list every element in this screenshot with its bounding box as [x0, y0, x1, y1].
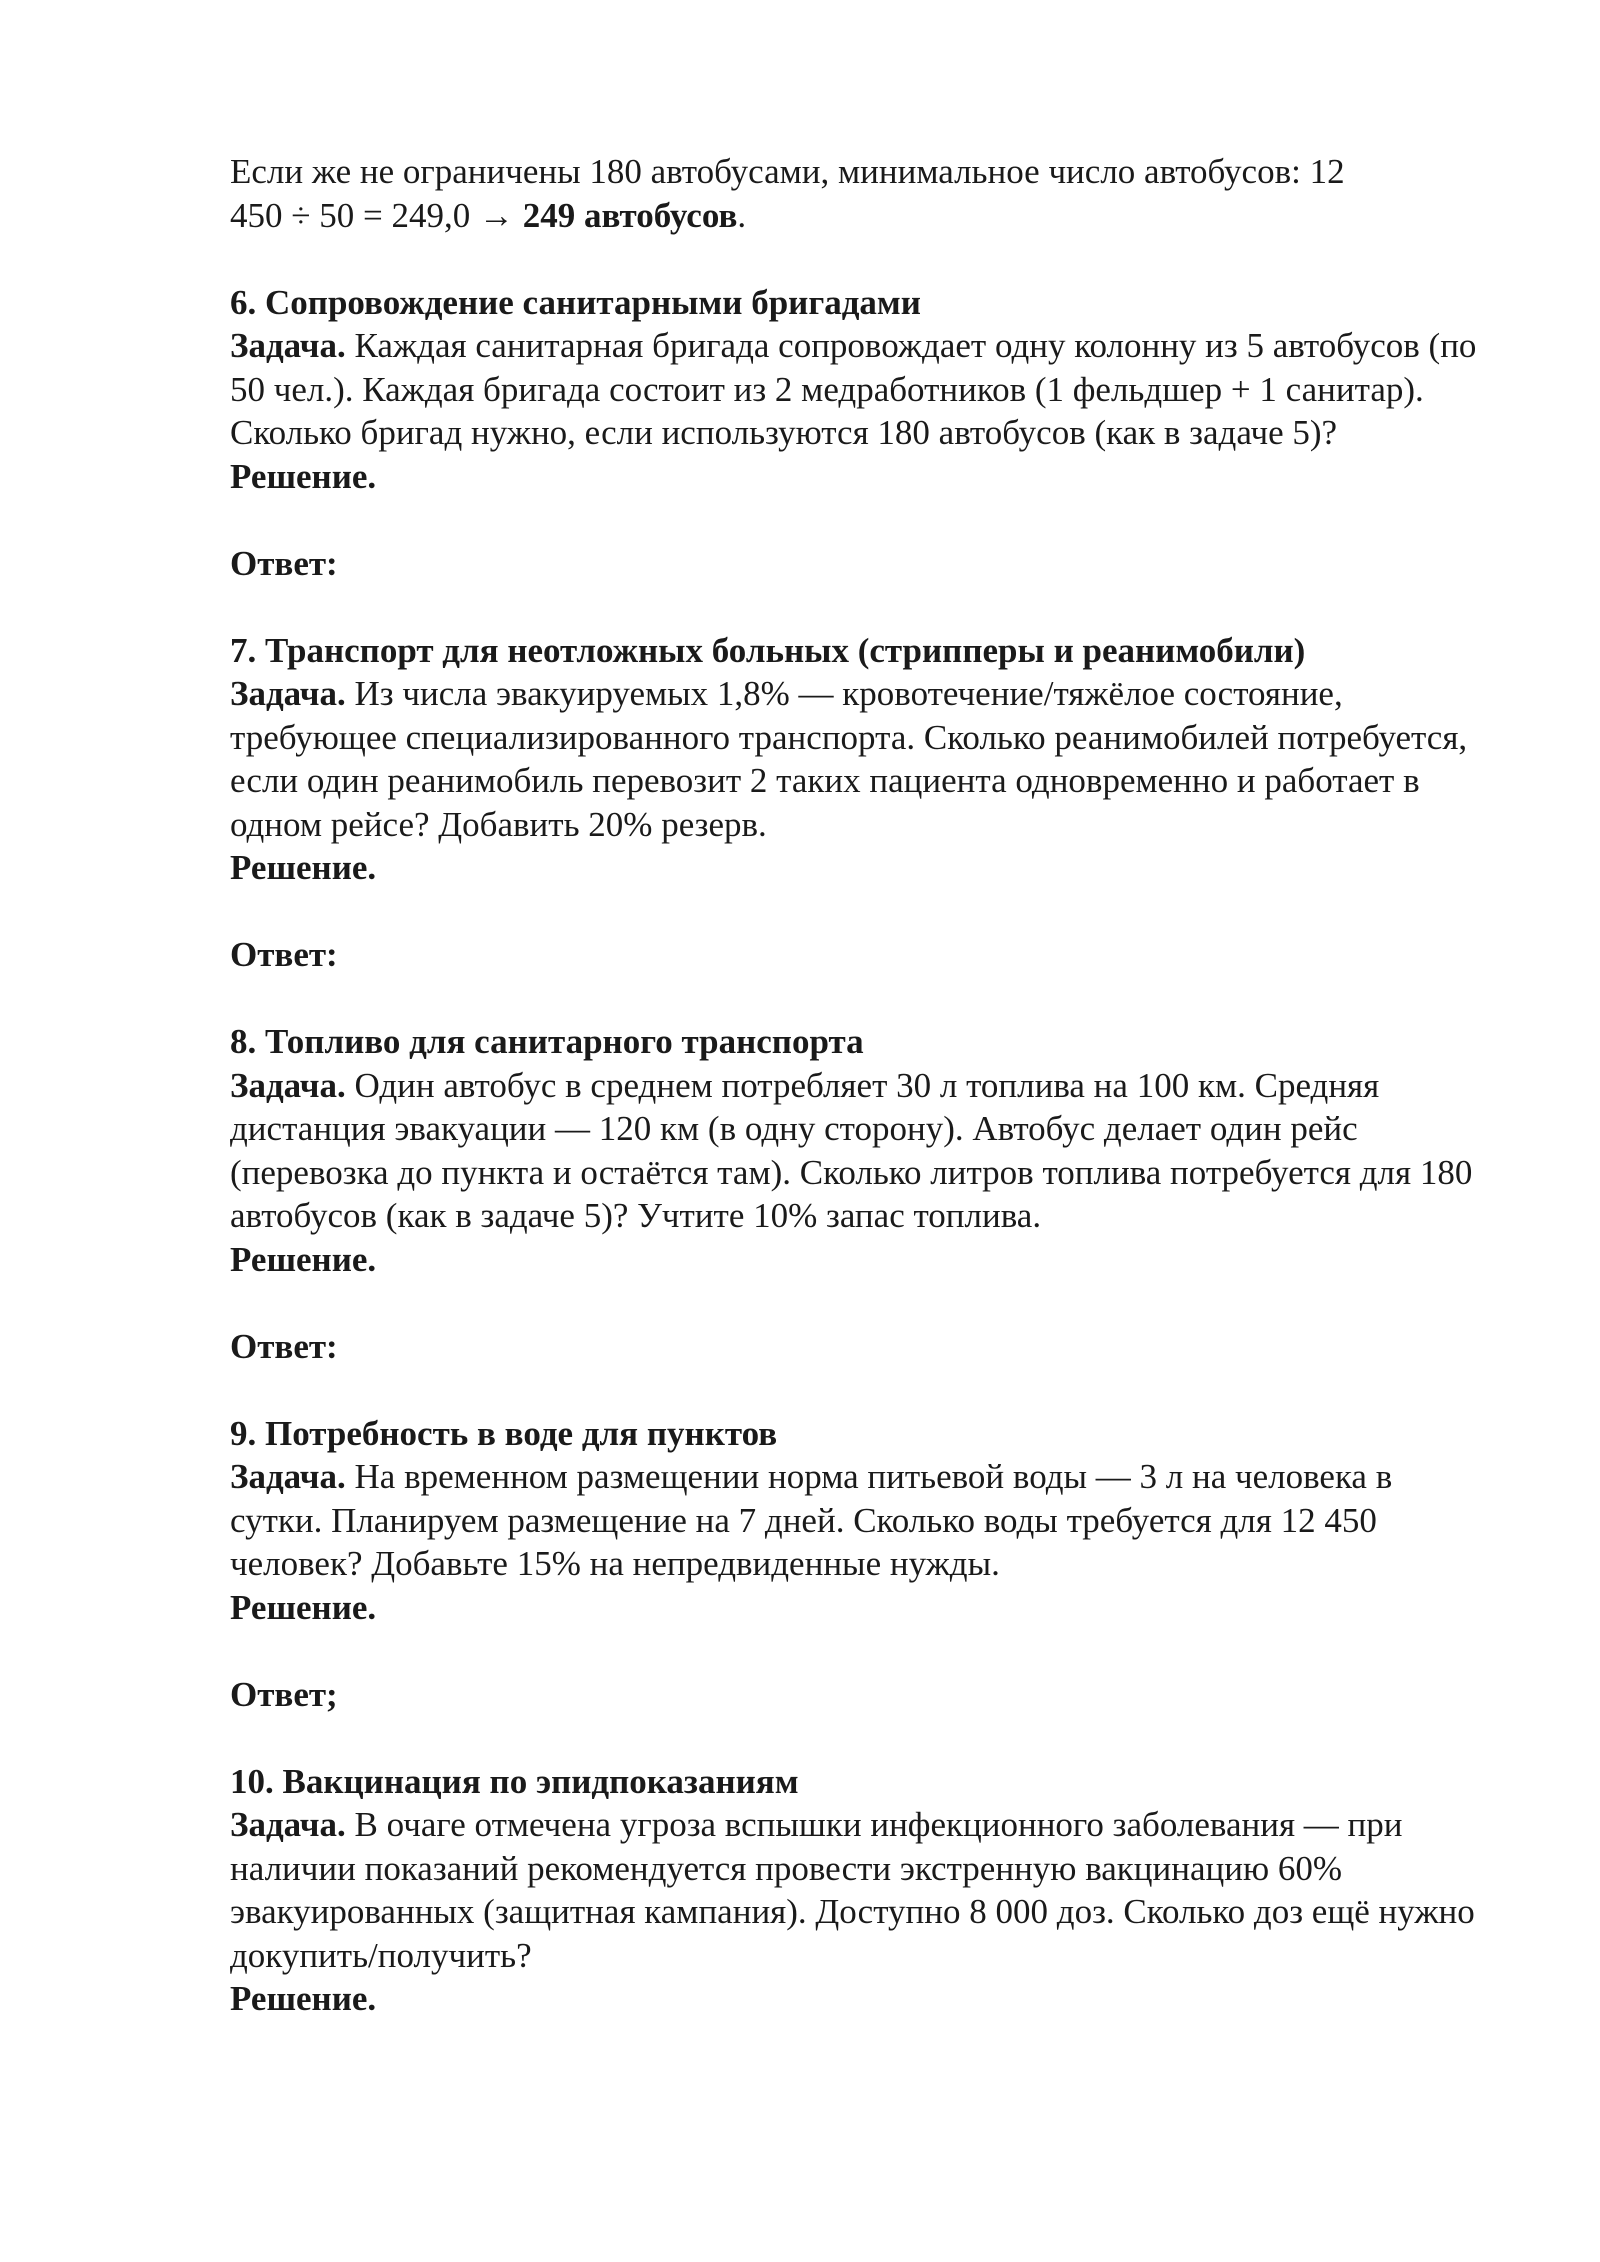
task-text: В очаге отмечена угроза вспышки инфекционного заболевания — при наличии показаний рекомендуется провести экстренную вакцинацию 60% эвакуированных (защитная кампания). Доступно 8 000 доз. Сколько доз ещё нужно докупить/получить? [230, 1805, 1475, 1975]
intro-suffix: . [737, 195, 747, 235]
task-label: Задача. [230, 674, 346, 713]
intro-line-2 [230, 194, 1480, 238]
solution-label: Решение. [230, 1239, 377, 1279]
task-6 [230, 281, 1480, 586]
task-heading: 6. Сопровождение санитарными бригадами [230, 282, 921, 322]
task-statement [230, 1455, 1480, 1586]
task-statement [230, 324, 1480, 455]
task-text: На временном размещении норма питьевой воды — 3 л на человека в сутки. Планируем размещение на 7 дней. Сколько воды требуется для 12 450 человек? Добавьте 15% на непредвиденные нужды. [230, 1457, 1393, 1583]
task-9 [230, 1412, 1480, 1717]
task-10 [230, 1760, 1480, 2021]
task-label: Задача. [230, 1805, 346, 1844]
task-label: Задача. [230, 1457, 346, 1496]
arrow-icon: → [478, 195, 514, 235]
answer-label: Ответ; [230, 1674, 338, 1714]
answer-label: Ответ: [230, 935, 338, 974]
task-statement [230, 1064, 1480, 1238]
task-7 [230, 629, 1480, 977]
intro-result: 249 автобусов [522, 195, 738, 235]
answer-label: Ответ: [230, 543, 338, 583]
answer-label: Ответ: [230, 1326, 338, 1366]
task-heading: 8. Топливо для санитарного транспорта [230, 1022, 864, 1061]
solution-label: Решение. [230, 1979, 377, 2018]
task-text: Один автобус в среднем потребляет 30 л топлива на 100 км. Средняя дистанция эвакуации — 120 км (в одну сторону). Автобус делает один рейс (перевозка до пункта и остаётся там). Сколько литров топлива потребуется для 180 автобусов (как в задаче 5)? Учтите 10% запас топлива. [230, 1065, 1473, 1235]
task-heading: 7. Транспорт для неотложных больных (стрипперы и реанимобили) [230, 630, 1306, 670]
task-statement [230, 1803, 1480, 1977]
solution-label: Решение. [230, 1587, 377, 1627]
task-text: Из числа эвакуируемых 1,8% — кровотечение/тяжёлое состояние, требующее специализированного транспорта. Сколько реанимобилей потребуется, если один реанимобиль перевозит 2 таких пациента одновременно и работает в одном рейсе? Добавить 20% резерв. [230, 674, 1468, 844]
solution-label: Решение. [230, 848, 377, 887]
intro-paragraph [230, 150, 1480, 237]
task-8 [230, 1020, 1480, 1368]
task-heading: 9. Потребность в воде для пунктов [230, 1413, 778, 1453]
task-text: Каждая санитарная бригада сопровождает одну колонну из 5 автобусов (по 50 чел.). Каждая бригада состоит из 2 медработников (1 фельдшер + 1 санитар). Сколько бригад нужно, если используются 180 автобусов (как в задаче 5)? [230, 326, 1477, 452]
task-statement [230, 672, 1480, 846]
intro-line-1: Если же не ограничены 180 автобусами, минимальное число автобусов: 12 [230, 152, 1345, 191]
intro-formula: 450 ÷ 50 = 249,0 [230, 195, 479, 235]
solution-label: Решение. [230, 456, 377, 496]
task-heading: 10. Вакцинация по эпидпоказаниям [230, 1761, 799, 1801]
task-label: Задача. [230, 1065, 346, 1105]
task-label: Задача. [230, 326, 346, 365]
